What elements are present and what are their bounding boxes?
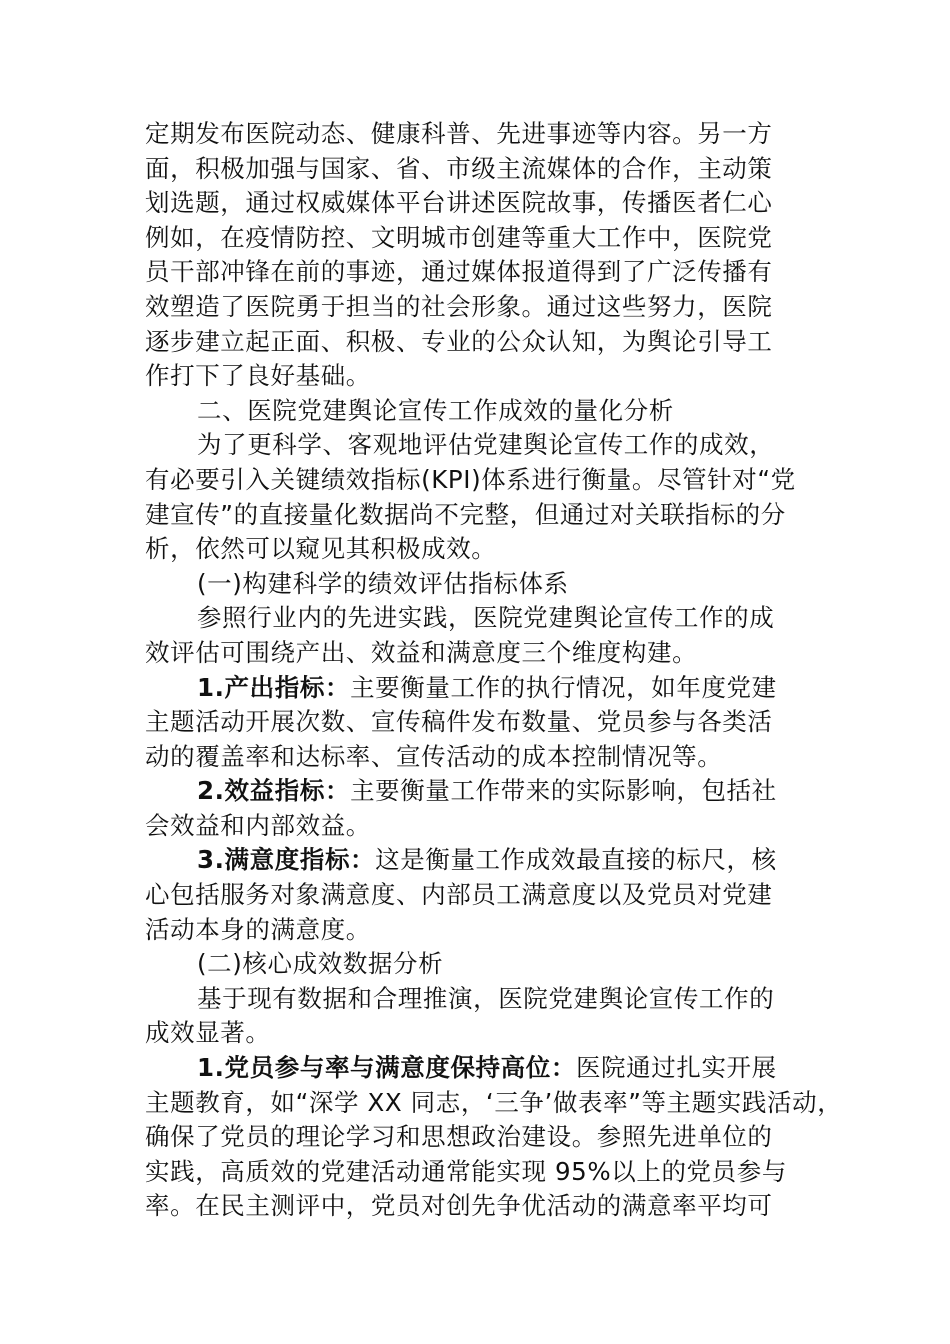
indicator-item: [145, 671, 810, 775]
text-line: 确保了党员的理论学习和思想政治建设。参照先进单位的: [145, 1122, 773, 1152]
indicator-item: [145, 774, 810, 843]
text-line: [145, 774, 810, 809]
text-line: [145, 671, 810, 706]
text-line: 员干部冲锋在前的事迹，通过媒体报道得到了广泛传播有: [145, 257, 773, 287]
heading-text: (二)核心成效数据分析: [197, 949, 444, 979]
text-line: 会效益和内部效益。: [145, 810, 371, 840]
item-text: 主要衡量工作带来的实际影响，包括社: [350, 776, 777, 806]
document-page: [145, 117, 843, 1224]
text-line: [145, 843, 810, 878]
item-text: 这是衡量工作成效最直接的标尺，核: [375, 845, 777, 875]
subsection-heading: [145, 947, 810, 982]
text-line: 心包括服务对象满意度、内部员工满意度以及党员对党建: [145, 880, 773, 910]
body-paragraph: [145, 117, 810, 394]
section-heading: [145, 394, 810, 429]
indicator-item: [145, 843, 810, 947]
text-line: 作打下了良好基础。: [145, 361, 371, 391]
body-paragraph: [145, 428, 810, 566]
text-line: 为了更科学、客观地评估党建舆论宣传工作的成效，: [197, 430, 775, 460]
item-lead: 3.满意度指标：: [197, 845, 376, 875]
text-line: 逐步建立起正面、积极、专业的公众认知，为舆论引导工: [145, 326, 773, 356]
subsection-heading: [145, 567, 810, 602]
text-line: 面，积极加强与国家、省、市级主流媒体的合作，主动策: [145, 153, 773, 183]
item-text: 医院通过扎实开展: [575, 1053, 777, 1083]
text-line: 建宣传”的直接量化数据尚不完整，但通过对关联指标的分: [145, 499, 786, 529]
body-paragraph: [145, 601, 810, 670]
item-text: 主要衡量工作的执行情况，如年度党建: [350, 672, 777, 702]
text-line: 主题教育，如“深学 XX 同志，‘三争’做表率”等主题实践活动，: [145, 1087, 843, 1117]
text-line: 活动本身的满意度。: [145, 914, 371, 944]
text-line: 成效显著。: [145, 1018, 271, 1048]
heading-text: (一)构建科学的绩效评估指标体系: [197, 568, 569, 598]
item-lead: 2.效益指标：: [197, 776, 351, 806]
heading-text: 二、医院党建舆论宣传工作成效的量化分析: [197, 395, 674, 425]
text-line: 参照行业内的先进实践，医院党建舆论宣传工作的成: [197, 603, 775, 633]
item-lead: 1.党员参与率与满意度保持高位：: [197, 1053, 576, 1083]
text-line: 效塑造了医院勇于担当的社会形象。通过这些努力，医院: [145, 291, 773, 321]
text-line: 率。在民主测评中，党员对创先争优活动的满意率平均可: [145, 1191, 773, 1221]
item-lead: 1.产出指标：: [197, 672, 351, 702]
text-line: 划选题，通过权威媒体平台讲述医院故事，传播医者仁心: [145, 188, 773, 218]
text-line: 效评估可围绕产出、效益和满意度三个维度构建。: [145, 637, 698, 667]
body-paragraph: [145, 982, 810, 1051]
text-line: 基于现有数据和合理推演，医院党建舆论宣传工作的: [197, 983, 775, 1013]
text-line: 实践，高质效的党建活动通常能实现 95%以上的党员参与: [145, 1156, 787, 1186]
text-line: 有必要引入关键绩效指标(KPI)体系进行衡量。尽管针对“党: [145, 464, 796, 494]
text-line: 定期发布医院动态、健康科普、先进事迹等内容。另一方: [145, 119, 773, 148]
text-line: 例如，在疫情防控、文明城市创建等重大工作中，医院党: [145, 222, 773, 252]
text-line: 动的覆盖率和达标率、宣传活动的成本控制情况等。: [145, 741, 723, 771]
analysis-item: [145, 1051, 843, 1224]
text-line: [145, 1051, 810, 1086]
text-line: 析，依然可以窥见其积极成效。: [145, 534, 497, 564]
text-line: 主题活动开展次数、宣传稿件发布数量、党员参与各类活: [145, 707, 773, 737]
